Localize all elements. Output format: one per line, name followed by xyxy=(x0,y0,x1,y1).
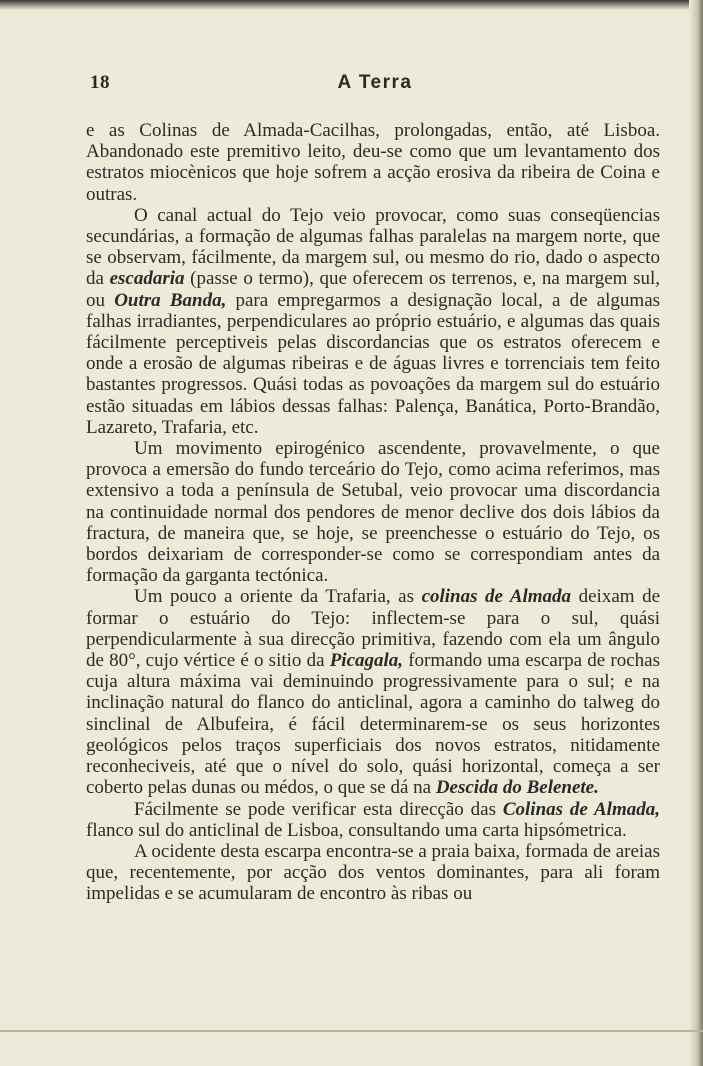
page-header xyxy=(90,72,660,98)
text-run: A ocidente desta escarpa encontra-se a praia baixa, formada de areias que, recentemente, por acção dos ventos dominantes, para ali foram impelidas e se acumularam de encontro às ribas ou xyxy=(86,840,660,905)
text-run: (passe o termo), que oferecem os terrenos, e, na margem sul, ou xyxy=(86,268,660,311)
body-text xyxy=(86,120,660,905)
paragraph xyxy=(86,438,660,586)
paragraph xyxy=(86,120,660,205)
text-run: flanco sul do anticlinal de Lisboa, consultando uma carta hipsómetrica. xyxy=(86,819,627,841)
paragraph xyxy=(86,799,660,841)
text-run: Um pouco a oriente da Trafaria, as xyxy=(134,586,422,608)
paragraph xyxy=(86,586,660,798)
italic-term: Outra Banda, xyxy=(114,289,227,311)
text-run: formando uma escarpa de rochas cuja altura máxima vai deminuindo progressivamente para o sul; e na inclinação natural do flanco do anticlinal, agora a caminho do talweg do sinclinal de Albufeira, é fácil determinarem-se os seus horizontes geológicos pelos traços superficiais dos novos estratos, nitidamente reconheciveis, até que o nível do solo, quási horizontal, começa a ser coberto pelas dunas ou médos, o que se dá na xyxy=(86,650,660,799)
italic-term: Picagala, xyxy=(329,650,404,672)
italic-term: escadaria xyxy=(109,268,185,290)
page-right-edge xyxy=(689,0,703,1066)
page-top-edge xyxy=(0,0,703,10)
paragraph xyxy=(86,841,660,905)
italic-term: colinas de Almada xyxy=(421,586,572,608)
text-run: deixam de formar o estuário do Tejo: inflectem-se para o sul, quási perpendicularmente à sua direcção primitiva, fazendo com ela um ângulo de 80°, cujo vértice é o sitio da xyxy=(86,586,660,672)
text-run: para empregarmos a designação local, a de algumas falhas irradiantes, perpendiculares ao próprio estuário, e algumas das quais fácilmente perceptiveis pelas discordancias que os estratos oferecem e onde a erosão de algumas ribeiras e de águas livres e torrenciais tem feito bastantes progressos. Quási todas as povoações da margem sul do estuário estão situadas em lábios dessas falhas: Palença, Banática, Porto-Brandão, Lazareto, Trafaria, etc. xyxy=(86,289,661,438)
text-run: e as Colinas de Almada-Cacilhas, prolongadas, então, até Lisboa. Abandonado este premitivo leito, deu-se como que um levantamento dos estratos miocènicos que hoje sofrem a acção erosiva da ribeira de Coina e outras. xyxy=(86,120,660,205)
text-run: Fácilmente se pode verificar esta direcção das xyxy=(134,798,503,820)
italic-term: Colinas de Almada, xyxy=(502,798,660,820)
page-number: 18 xyxy=(90,72,110,93)
paragraph xyxy=(86,205,660,438)
bottom-rule xyxy=(0,1030,703,1032)
text-run: Um movimento epirogénico ascendente, provavelmente, o que provoca a emersão do fundo terceário do Tejo, como acima referimos, mas extensivo a toda a península de Setubal, veio provocar uma discordancia na continuidade normal dos pendores de menor declive dos dois lábios da fractura, de maneira que, se hoje, se preenchesse o estuário do Tejo, os bordos deixariam de corresponder-se como se correspondiam antes da formação da garganta tectónica. xyxy=(86,438,660,587)
italic-term: Descida do Belenete. xyxy=(435,777,599,799)
running-title: A Terra xyxy=(337,72,413,93)
text-run: O canal actual do Tejo veio provocar, como suas conseqüencias secundárias, a formação de algumas falhas paralelas na margem norte, que se observam, fácilmente, da margem sul, ou mesmo do rio, dado o aspecto da xyxy=(86,204,660,290)
